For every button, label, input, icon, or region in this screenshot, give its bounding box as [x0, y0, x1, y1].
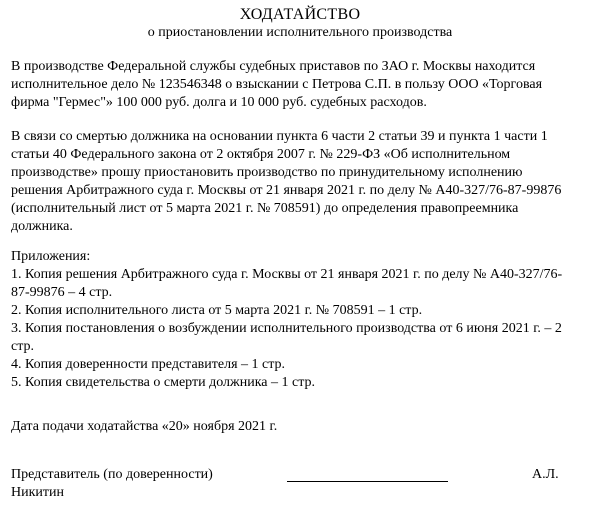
attachment-item: 2. Копия исполнительного листа от 5 марта 2021 г. № 708591 – 1 стр.: [11, 303, 423, 318]
text-line: решения Арбитражного суда г. Москвы от 21 января 2021 г. по делу № А40-327/76-87-99876: [11, 183, 562, 198]
attachment-item: стр.: [11, 339, 35, 354]
attachment-item: 4. Копия доверенности представителя – 1 стр.: [11, 357, 286, 372]
text-line: В производстве Федеральной службы судебных приставов по ЗАО г. Москвы находится: [11, 59, 536, 74]
document-subtitle: о приостановлении исполнительного производства: [147, 25, 453, 40]
attachments-list: [11, 248, 597, 392]
text-line: исполнительное дело № 123546348 о взыскании с Петрова С.П. в пользу ООО «Торговая: [11, 77, 543, 92]
document-title: ХОДАТАЙСТВО: [239, 6, 361, 23]
paragraph-request: [11, 128, 597, 236]
signature-initials: А.Л.: [532, 467, 559, 482]
attachment-item: 87-99876 – 4 стр.: [11, 285, 113, 300]
paragraph-case-info: [11, 58, 597, 112]
attachment-item: 3. Копия постановления о возбуждении исполнительного производства от 6 июня 2021 г. – 2: [11, 321, 562, 336]
signature-surname: Никитин: [11, 485, 64, 500]
filing-date: Дата подачи ходатайства «20» ноября 2021 г.: [11, 419, 278, 434]
text-line: статьи 40 Федерального закона от 2 октября 2007 г. № 229-ФЗ «Об исполнительном: [11, 147, 511, 162]
text-line: производстве» прошу приостановить производство по принудительному исполнению: [11, 165, 523, 180]
attachments-heading: Приложения:: [11, 249, 91, 264]
attachment-item: 1. Копия решения Арбитражного суда г. Москвы от 21 января 2021 г. по делу № А40-327/76-: [11, 267, 563, 282]
signature-line: [287, 481, 448, 482]
text-line: В связи со смертью должника на основании пункта 6 части 2 статьи 39 и пункта 1 части 1: [11, 129, 548, 144]
signature-label: Представитель (по доверенности): [11, 467, 213, 482]
text-line: (исполнительный лист от 5 марта 2021 г. № 708591) до определения правопреемника: [11, 201, 519, 216]
text-line: фирма "Гермес"» 100 000 руб. долга и 10 000 руб. судебных расходов.: [11, 95, 427, 110]
text-line: должника.: [11, 219, 73, 234]
attachment-item: 5. Копия свидетельства о смерти должника – 1 стр.: [11, 375, 315, 390]
